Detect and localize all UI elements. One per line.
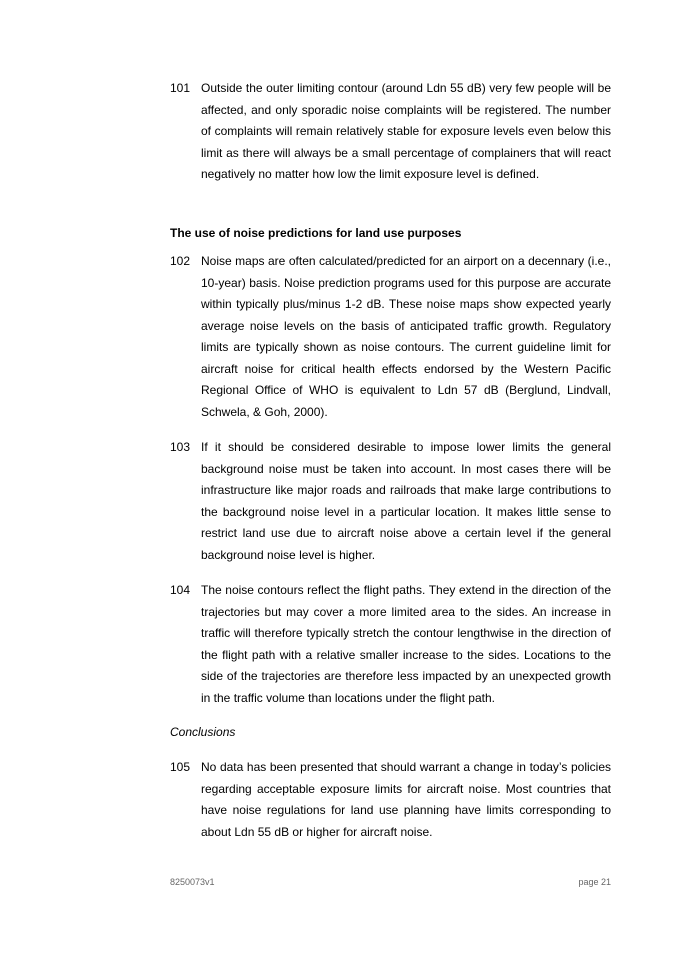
- footer-page-number: page 21: [578, 877, 611, 887]
- paragraph-number: 103: [170, 440, 191, 454]
- paragraph-number: 104: [170, 583, 191, 597]
- paragraph-number: 102: [170, 254, 191, 268]
- paragraph-text: No data has been presented that should warrant a change in today’s policies regarding acceptable exposure limits for aircraft noise. Most countries that have noise regulations for land use planning have limits corresponding to about Ldn 55 dB or higher for aircraft noise.: [201, 760, 611, 839]
- paragraph-text: If it should be considered desirable to impose lower limits the general background noise must be taken into account. In most cases there will be infrastructure like major roads and railroads that make large contributions to the background noise level in a particular location. It makes little sense to restrict land use due to aircraft noise above a certain level if the general background noise level is higher.: [201, 440, 611, 562]
- section-heading-land-use: The use of noise predictions for land use purposes: [170, 226, 462, 240]
- paragraph-102: [170, 251, 611, 423]
- paragraph-text: Outside the outer limiting contour (around Ldn 55 dB) very few people will be affected, and only sporadic noise complaints will be registered. The number of complaints will remain relatively stable for exposure levels even below this limit as there will always be a small percentage of complainers that will react negatively no matter how low the limit exposure level is defined.: [201, 81, 611, 181]
- paragraph-text: The noise contours reflect the flight paths. They extend in the direction of the trajectories but may cover a more limited area to the sides. An increase in traffic will therefore typically stretch the contour lengthwise in the direction of the flight path with a relative smaller increase to the sides. Locations to the side of the trajectories are therefore less impacted by an unexpected growth in the traffic volume than locations under the flight path.: [201, 583, 611, 705]
- paragraph-101: [170, 78, 611, 186]
- footer-doc-id: 8250073v1: [170, 877, 215, 887]
- paragraph-number: 101: [170, 81, 191, 95]
- paragraph-104: [170, 580, 611, 709]
- paragraph-103: [170, 437, 611, 566]
- paragraph-105: [170, 757, 611, 843]
- paragraph-text: Noise maps are often calculated/predicted for an airport on a decennary (i.e., 10-year) basis. Noise prediction programs used for this purpose are accurate within typically plus/minus 1-2 dB. These noise maps show expected yearly average noise levels on the basis of anticipated traffic growth. Regulatory limits are typically shown as noise contours. The current guideline limit for aircraft noise for critical health effects endorsed by the Western Pacific Regional Office of WHO is equivalent to Ldn 57 dB (Berglund, Lindvall, Schwela, & Goh, 2000).: [201, 254, 611, 419]
- section-heading-conclusions: Conclusions: [170, 725, 236, 739]
- paragraph-number: 105: [170, 760, 191, 774]
